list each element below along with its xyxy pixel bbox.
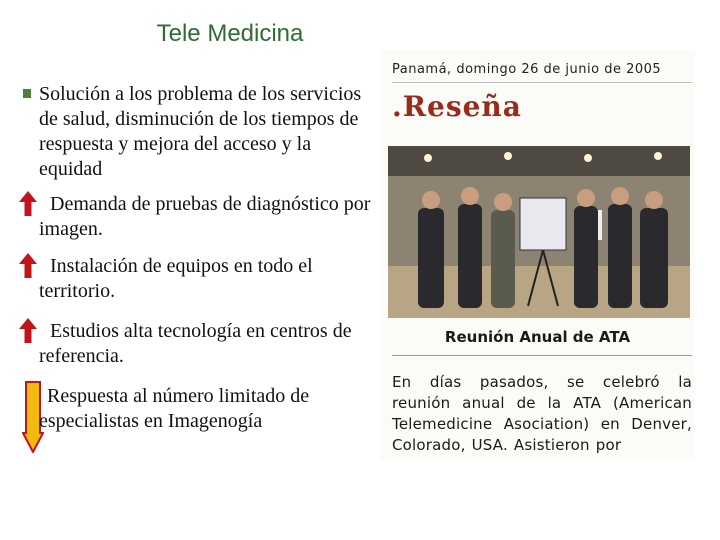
bullet-text: Solución a los problema de los servicios de salud, disminución de los tiempos de respuesta y mejora del acceso y la equidad bbox=[39, 83, 362, 180]
conference-photo-image bbox=[388, 146, 690, 318]
divider bbox=[392, 82, 692, 83]
bullet-text: Estudios alta tecnología en centros de referencia. bbox=[39, 320, 352, 367]
bullet-item-1 bbox=[39, 82, 374, 182]
bullet-text: Demanda de pruebas de diagnóstico por imagen. bbox=[39, 193, 371, 240]
conference-photo bbox=[388, 146, 690, 318]
red-up-arrow-icon bbox=[19, 318, 37, 343]
slide-title: Tele Medicina bbox=[156, 20, 304, 47]
bullet-item-5 bbox=[39, 384, 374, 434]
bullet-text: Respuesta al número limitado de especialistas en Imagenogía bbox=[39, 385, 310, 432]
square-bullet-icon bbox=[23, 89, 31, 98]
bullet-item-2 bbox=[39, 192, 374, 242]
divider bbox=[392, 355, 692, 356]
bullet-text: Instalación de equipos en todo el territorio. bbox=[39, 255, 313, 302]
photo-caption: Reunión Anual de ATA bbox=[444, 328, 631, 346]
bullet-item-4 bbox=[39, 319, 374, 369]
newspaper-clipping bbox=[380, 50, 695, 460]
red-up-arrow-icon bbox=[19, 191, 37, 216]
red-up-arrow-icon bbox=[19, 253, 37, 278]
bullet-item-3 bbox=[39, 254, 374, 304]
clipping-date: Panamá, domingo 26 de junio de 2005 bbox=[392, 62, 662, 77]
clipping-heading: .Reseña bbox=[392, 90, 522, 123]
clipping-body: En días pasados, se celebró la reunión anual de la ATA (American Telemedicine Asociation) en Denver, Colorado, USA. Asistieron por bbox=[392, 373, 692, 454]
